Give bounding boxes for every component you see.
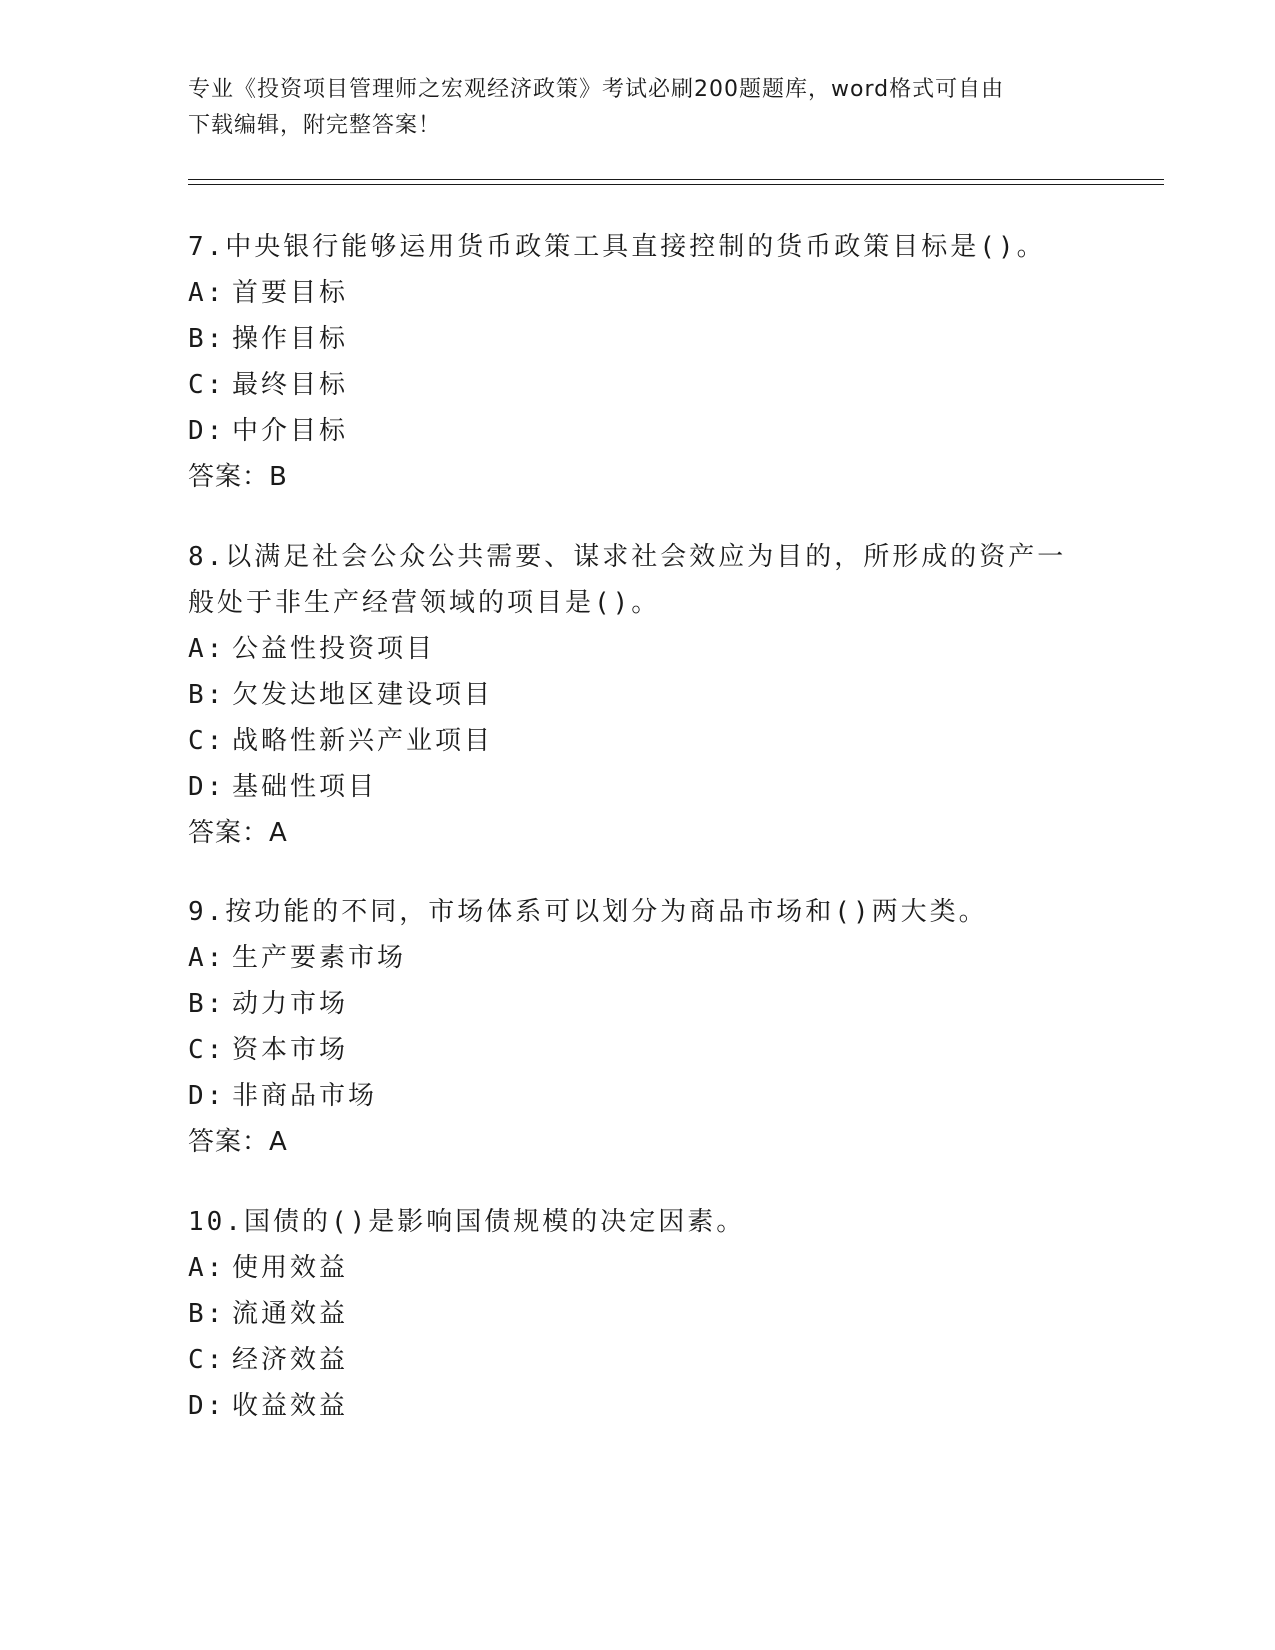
stem-line: 7.中央银行能够运用货币政策工具直接控制的货币政策目标是()。 bbox=[188, 232, 1046, 262]
option-text: 非商品市场 bbox=[232, 1081, 378, 1111]
option-key: D: bbox=[188, 1391, 226, 1421]
option-key: B: bbox=[188, 1299, 226, 1329]
option-text: 首要目标 bbox=[232, 278, 349, 308]
answer: 答案：A bbox=[188, 818, 288, 848]
option-c bbox=[188, 718, 1088, 764]
option-text: 欠发达地区建设项目 bbox=[232, 680, 494, 710]
option-text: 中介目标 bbox=[232, 416, 349, 446]
option-b bbox=[188, 1291, 1088, 1337]
stem-line: 10.国债的()是影响国债规模的决定因素。 bbox=[188, 1207, 746, 1237]
option-key: A: bbox=[188, 1253, 226, 1283]
option-text: 使用效益 bbox=[232, 1253, 349, 1283]
option-b bbox=[188, 981, 1088, 1027]
option-key: A: bbox=[188, 634, 226, 664]
option-b bbox=[188, 316, 1088, 362]
option-key: C: bbox=[188, 1035, 226, 1065]
option-d bbox=[188, 1383, 1088, 1429]
option-text: 基础性项目 bbox=[232, 772, 378, 802]
option-text: 动力市场 bbox=[232, 989, 349, 1019]
question-7 bbox=[188, 224, 1088, 500]
option-a bbox=[188, 1245, 1088, 1291]
option-text: 流通效益 bbox=[232, 1299, 349, 1329]
option-text: 最终目标 bbox=[232, 370, 349, 400]
option-key: C: bbox=[188, 726, 226, 756]
option-text: 战略性新兴产业项目 bbox=[232, 726, 494, 756]
option-a bbox=[188, 935, 1088, 981]
stem-line: 9.按功能的不同，市场体系可以划分为商品市场和()两大类。 bbox=[188, 897, 988, 927]
question-8 bbox=[188, 534, 1088, 856]
stem-line: 般处于非生产经营领域的项目是()。 bbox=[188, 588, 661, 618]
question-9 bbox=[188, 889, 1088, 1165]
option-key: D: bbox=[188, 1081, 226, 1111]
option-key: B: bbox=[188, 680, 226, 710]
stem-line: 8.以满足社会公众公共需要、谋求社会效应为目的，所形成的资产一 bbox=[188, 542, 1067, 572]
option-c bbox=[188, 1027, 1088, 1073]
option-a bbox=[188, 626, 1088, 672]
header-line-1: 专业《投资项目管理师之宏观经济政策》考试必刷200题题库，word格式可自由 bbox=[188, 77, 1005, 102]
option-text: 资本市场 bbox=[232, 1035, 349, 1065]
question-10 bbox=[188, 1199, 1088, 1429]
option-d bbox=[188, 764, 1088, 810]
option-text: 生产要素市场 bbox=[232, 943, 407, 973]
option-key: D: bbox=[188, 416, 226, 446]
option-text: 经济效益 bbox=[232, 1345, 349, 1375]
option-c bbox=[188, 1337, 1088, 1383]
document-header bbox=[188, 72, 1088, 144]
question-stem bbox=[188, 224, 1088, 270]
option-text: 公益性投资项目 bbox=[232, 634, 436, 664]
answer: 答案：A bbox=[188, 1127, 288, 1157]
question-stem bbox=[188, 1199, 1088, 1245]
option-key: A: bbox=[188, 943, 226, 973]
option-a bbox=[188, 270, 1088, 316]
question-stem bbox=[188, 534, 1088, 626]
option-b bbox=[188, 672, 1088, 718]
answer: 答案：B bbox=[188, 462, 288, 492]
option-key: A: bbox=[188, 278, 226, 308]
option-c bbox=[188, 362, 1088, 408]
option-text: 操作目标 bbox=[232, 324, 349, 354]
header-line-2: 下载编辑，附完整答案！ bbox=[188, 113, 442, 138]
option-text: 收益效益 bbox=[232, 1391, 349, 1421]
option-key: B: bbox=[188, 989, 226, 1019]
option-key: C: bbox=[188, 1345, 226, 1375]
option-d bbox=[188, 408, 1088, 454]
option-key: B: bbox=[188, 324, 226, 354]
header-divider-top bbox=[188, 179, 1164, 180]
option-d bbox=[188, 1073, 1088, 1119]
option-key: D: bbox=[188, 772, 226, 802]
question-stem bbox=[188, 889, 1088, 935]
option-key: C: bbox=[188, 370, 226, 400]
header-divider-bottom bbox=[188, 184, 1164, 185]
